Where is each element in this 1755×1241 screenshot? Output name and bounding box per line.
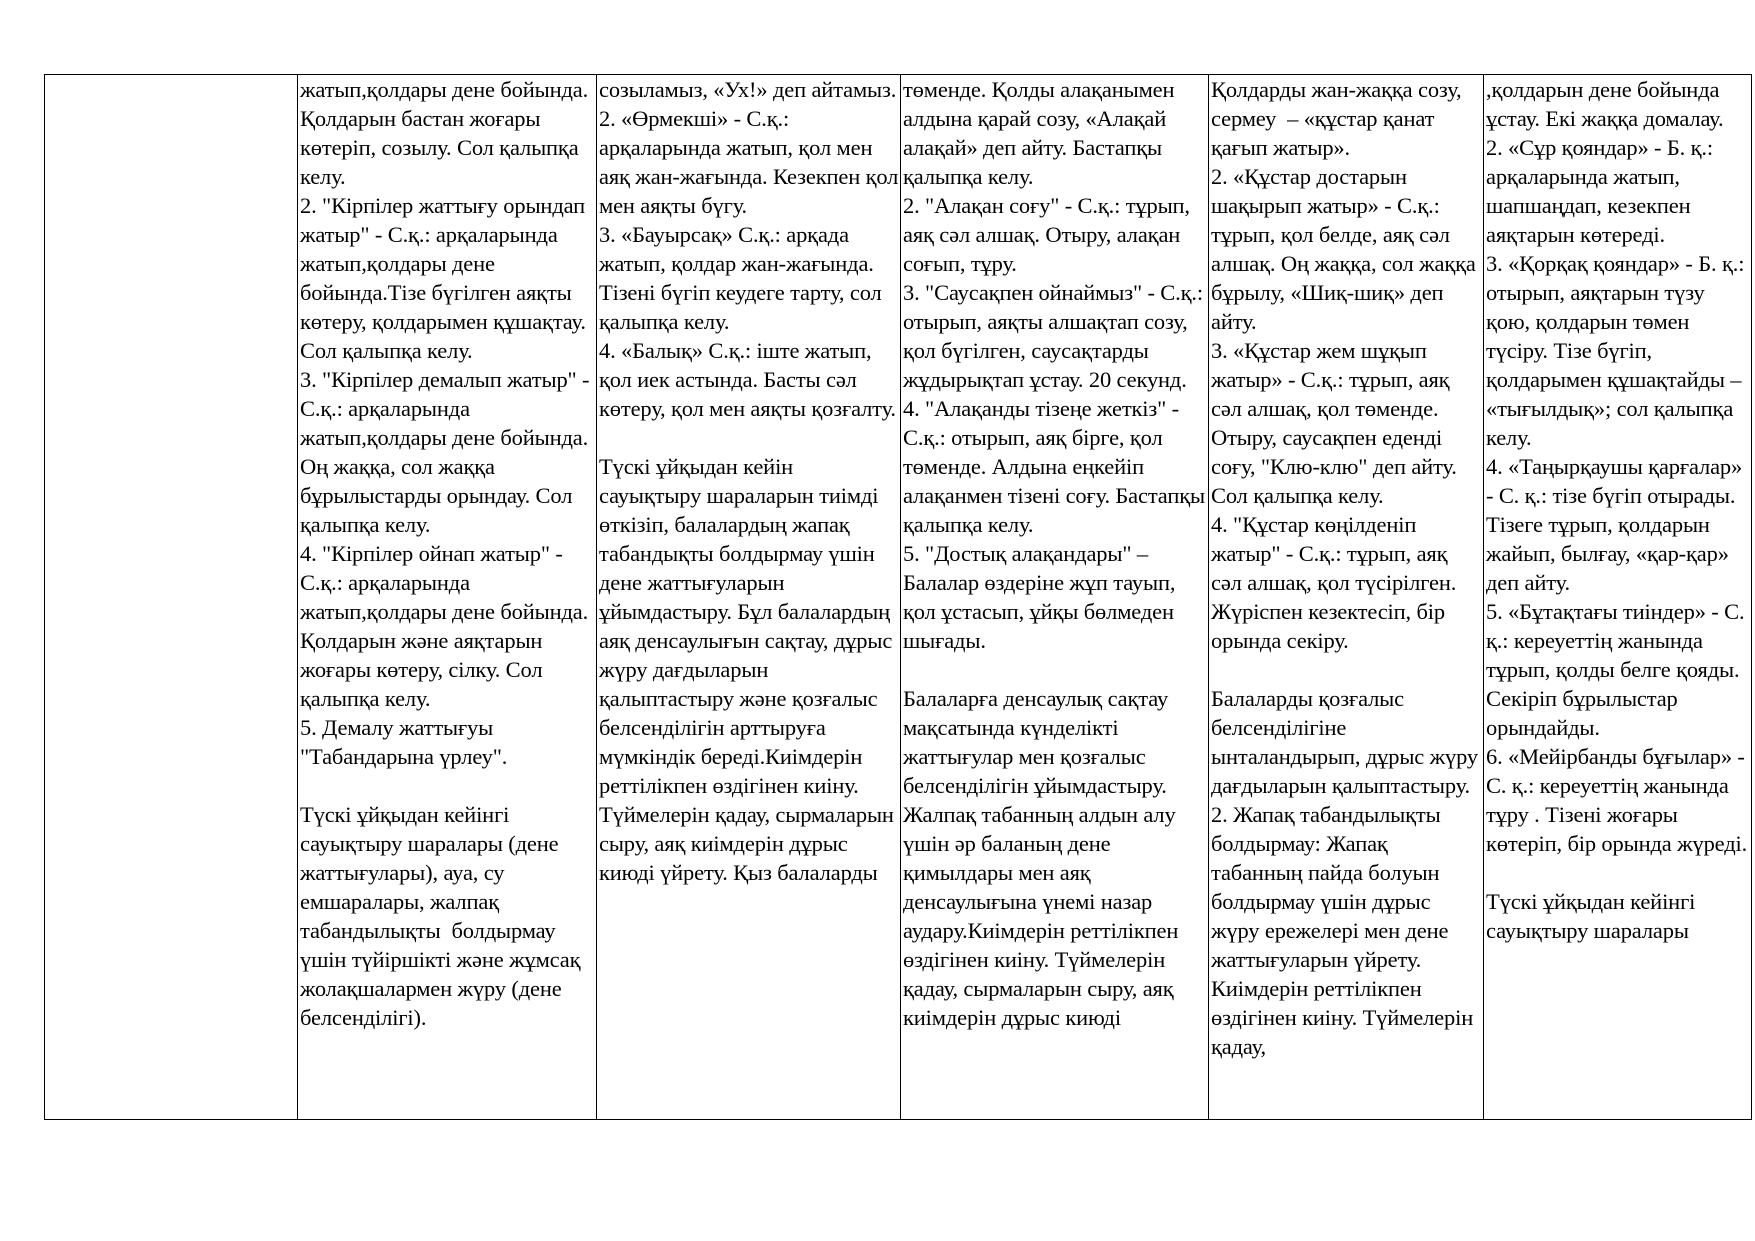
wednesday-cell-content (903, 75, 1207, 1119)
monday-cell (298, 75, 597, 1120)
wednesday-cell (901, 75, 1209, 1120)
empty-cell-content (47, 75, 296, 1119)
tuesday-cell (597, 75, 901, 1120)
friday-cell (1484, 75, 1752, 1120)
tuesday-cell-text: созыламыз, «Ух!» деп айтамыз. 2. «Өрмекші» - С.қ.: арқаларында жатып, қол мен аяқ жан-жағында. Кезекпен қол мен аяқты бүгу. 3. «Бауырсақ» С.қ.: арқада жатып, қолдар жан-жағында. Тізені бүгіп кеудеге тарту, сол қалыпқа келу. 4. «Балық» С.қ.: іште жатып, қол иек астында. Басты сәл көтеру, қол мен аяқты қозғалту. Түскі ұйқыдан кейін сауықтыру шараларын тиімді өткізіп, балалардың жапақ табандықты болдырмау үшін дене жаттығуларын ұйымдастыру. Бұл балалардың аяқ денсаулығын сақтау, дұрыс жүру дағдыларын қалыптастыру және қозғалыс белсенділігін арттыруға мүмкіндік береді.Киімдерін реттілікпен өздігінен киіну. Түймелерін қадау, сырмаларын сыру, аяқ киімдерін дұрыс киюді үйрету. Қыз балаларды (599, 77, 899, 885)
tuesday-cell-content (599, 75, 899, 1119)
empty-cell (45, 75, 298, 1120)
table-row (45, 75, 1752, 1120)
monday-cell-content (300, 75, 595, 1119)
monday-cell-text: жатып,қолдары дене бойында. Қолдарын бастан жоғары көтеріп, созылу. Сол қалыпқа келу. 2. "Кірпілер жаттығу орындап жатыр" - С.қ.: арқаларында жатып,қолдары дене бойында.Тізе бүгілген аяқты көтеру, қолдарымен құшақтау. Сол қалыпқа келу. 3. "Кірпілер демалып жатыр" - С.қ.: арқаларында жатып,қолдары дене бойында. Оң жаққа, сол жаққа бұрылыстарды орындау. Сол қалыпқа келу. 4. "Кірпілер ойнап жатыр" - С.қ.: арқаларында жатып,қолдары дене бойында. Қолдарын және аяқтарын жоғары көтеру, сілку. Сол қалыпқа келу. 5. Демалу жаттығуы "Табандарына үрлеу". Түскі ұйқыдан кейінгі сауықтыру шаралары (дене жаттығулары), ауа, су емшаралары, жалпақ табандылықты болдырмау үшін түйіршікті және жұмсақ жолақшалармен жүру (дене белсенділігі). (300, 77, 590, 1030)
plan-table (44, 74, 1752, 1120)
friday-cell-content (1486, 75, 1750, 1119)
wednesday-cell-text: төменде. Қолды алақанымен алдына қарай созу, «Алақай алақай» деп айту. Бастапқы қалыпқа келу. 2. "Алақан соғу" - С.қ.: тұрып, аяқ сәл алшақ. Отыру, алақан соғып, тұру. 3. "Саусақпен ойнаймыз" - С.қ.: отырып, аяқты алшақтап созу, қол бүгілген, саусақтарды жұдырықтап ұстау. 20 секунд. 4. "Алақанды тізеңе жеткіз" - С.қ.: отырып, аяқ бірге, қол төменде. Алдына еңкейіп алақанмен тізені соғу. Бастапқы қалыпқа келу. 5. "Достық алақандары" – Балалар өздеріне жұп тауып, қол ұстасып, ұйқы бөлмеден шығады. Балаларға денсаулық сақтау мақсатында күнделікті жаттығулар мен қозғалыс белсенділігін ұйымдастыру. Жалпақ табанның алдын алу үшін әр баланың дене қимылдары мен аяқ денсаулығына үнемі назар аудару.Киімдерін реттілікпен өздігінен киіну. Түймелерін қадау, сырмаларын сыру, аяқ киімдерін дұрыс киюді (903, 77, 1205, 1030)
thursday-cell-content (1211, 75, 1482, 1119)
friday-cell-text: ,қолдарын дене бойында ұстау. Екі жаққа домалау. 2. «Сұр қояндар» - Б. қ.: арқаларында жатып, шапшаңдап, кезекпен аяқтарын көтереді. 3. «Қорқақ қояндар» - Б. қ.: отырып, аяқтарын түзу қою, қолдарын төмен түсіру. Тізе бүгіп, қолдарымен құшақтайды – «тығылдық»; сол қалыпқа келу. 4. «Таңырқаушы қарғалар» - С. қ.: тізе бүгіп отырады. Тізеге тұрып, қолдарын жайып, былғау, «қар-қар» деп айту. 5. «Бұтақтағы тиіндер» - С. қ.: кереуеттің жанында тұрып, қолды белге қояды. Секіріп бұрылыстар орындайды. 6. «Мейірбанды бұғылар» - С. қ.: кереуеттің жанында тұру . Тізені жоғары көтеріп, бір орында жүреді. Түскі ұйқыдан кейінгі сауықтыру шаралары (1486, 77, 1748, 943)
thursday-cell-text: Қолдарды жан-жаққа созу, сермеу – «құстар қанат қағып жатыр». 2. «Құстар достарын шақырып жатыр» - С.қ.: тұрып, қол белде, аяқ сәл алшақ. Оң жаққа, сол жаққа бұрылу, «Шиқ-шиқ» деп айту. 3. «Құстар жем шұқып жатыр» - С.қ.: тұрып, аяқ сәл алшақ, қол төменде. Отыру, саусақпен еденді соғу, "Клю-клю" деп айту. Сол қалыпқа келу. 4. "Құстар көңілденіп жатыр" - С.қ.: тұрып, аяқ сәл алшақ, қол түсірілген. Жүріспен кезектесіп, бір орында секіру. Балаларды қозғалыс белсенділігіне ынталандырып, дұрыс жүру дағдыларын қалыптастыру. 2. Жапақ табандылықты болдырмау: Жапақ табанның пайда болуын болдырмау үшін дұрыс жүру ережелері мен дене жаттығуларын үйрету. Киімдерін реттілікпен өздігінен киіну. Түймелерін қадау, (1211, 77, 1479, 1059)
thursday-cell (1209, 75, 1484, 1120)
